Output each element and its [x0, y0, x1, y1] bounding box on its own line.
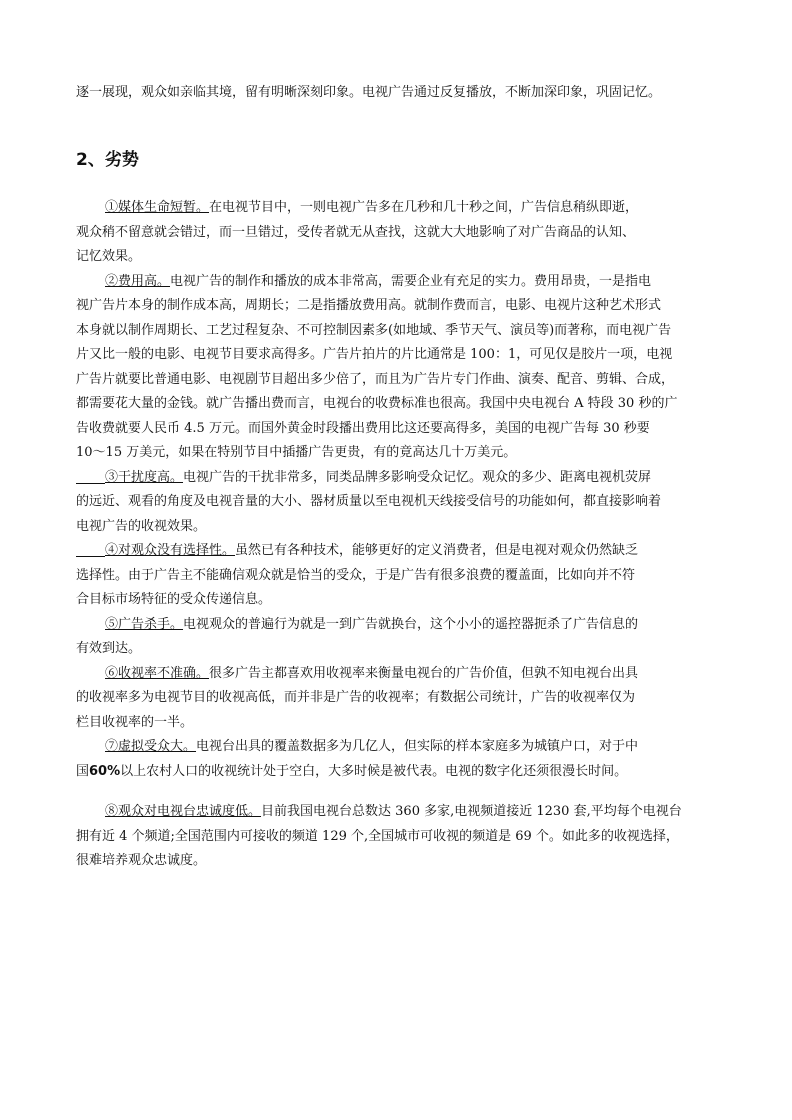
disadvantage-list [76, 196, 718, 874]
point-2-line-1: 电视广告的制作和播放的成本非常高，需要企业有充足的实力。费用昂贵，一是指电 [170, 273, 652, 289]
point-2-line-2: 视广告片本身的制作成本高，周期长；二是指播放费用高。就制作费而言，电影、电视片这种艺术形式 [76, 298, 662, 313]
point-6-line-2: 的收视率多为电视节目的收视高低，而并非是广告的收视率；有数据公司统计，广告的收视率仅为 [76, 690, 636, 705]
point-7-line-2-rest: 以上农村人口的收视统计处于空白，大多时候是被代表。电视的数字化还须很漫长时间。 [120, 763, 628, 779]
point-6-paragraph [76, 662, 718, 736]
point-7-line-1: 电视台出具的覆盖数据多为几亿人，但实际的样本家庭多为城镇户口，对于中 [196, 739, 639, 754]
point-5-line-2: 有效到达。 [76, 641, 142, 656]
point-1-line-2: 观众稍不留意就会错过，而一旦错过，受传者就无从查找，这就大大地影响了对广告商品的认知、 [76, 224, 636, 240]
point-8-line-3: 很难培养观众忠诚度。 [76, 853, 207, 868]
point-3-paragraph [76, 466, 718, 540]
point-5-title: ⑤广告杀手。 [105, 616, 184, 632]
point-3-line-3: 电视广告的收视效果。 [76, 518, 207, 534]
point-7-paragraph [76, 735, 718, 784]
point-6-line-3: 栏目收视率的一半。 [76, 714, 194, 730]
point-2-line-5: 广告片就要比普通电影、电视剧节目超出多少倍了，而且为广告片专门作曲、演奏、配音、剪辑、合成， [76, 371, 675, 387]
intro-paragraph: 逐一展现，观众如亲临其境，留有明晰深刻印象。电视广告通过反复播放，不断加深印象，巩固记忆。 [76, 85, 662, 100]
point-7-title: ⑦虚拟受众大。 [105, 739, 197, 754]
percent-value: 60% [89, 763, 121, 779]
point-5-paragraph [76, 613, 718, 662]
point-6-line-1: 很多广告主都喜欢用收视率来衡量电视台的广告价值，但孰不知电视台出具 [209, 665, 639, 681]
point-1-line-3: 记忆效果。 [76, 249, 142, 264]
point-8-title: ⑧观众对电视台忠诚度低。 [105, 804, 262, 819]
point-2-line-4: 片又比一般的电影、电视节目要求高得多。广告片拍片的片比通常是 100：1，可见仅是胶片一项，电视 [76, 347, 673, 362]
point-7-line-2-start: 国 [76, 763, 90, 779]
point-3-line-2: 的远近、观看的角度及电视音量的大小、器材质量以至电视机天线接受信号的功能如何，都直接影响着 [76, 494, 662, 509]
point-1-title: ①媒体生命短暂。 [105, 200, 210, 215]
point-2-title: ②费用高。 [105, 273, 171, 289]
point-4-paragraph [76, 539, 718, 613]
section-heading: 2、劣势 [76, 150, 139, 170]
leading-underline [76, 541, 105, 557]
point-2-line-3: 本身就以制作周期长、工艺过程复杂、不可控制因素多(如地域、季节天气、演员等)而著称，而电视广告 [76, 322, 672, 338]
point-1-paragraph [76, 196, 718, 270]
point-3-line-1: 电视广告的干扰非常多，同类品牌多影响受众记忆。观众的多少、距离电视机荧屏 [183, 469, 652, 485]
point-2-line-8: 10～15 万美元，如果在特别节目中插播广告更贵，有的竟高达几十万美元。 [76, 445, 517, 460]
point-4-line-2: 选择性。由于广告主不能确信观众就是恰当的受众，于是广告有很多浪费的覆盖面，比如向并不符 [76, 567, 636, 583]
point-2-paragraph [76, 270, 718, 466]
point-1-line-1: 在电视节目中，一则电视广告多在几秒和几十秒之间，广告信息稍纵即逝， [209, 200, 639, 215]
point-4-line-3: 合目标市场特征的受众传递信息。 [76, 592, 272, 607]
point-2-line-7: 告收费就要人民币 4.5 万元。而国外黄金时段播出费用比这还要高得多，美国的电视广告每 30 秒要 [76, 420, 650, 436]
point-6-title: ⑥收视率不准确。 [105, 665, 210, 681]
point-8-paragraph [76, 800, 718, 874]
point-8-line-2: 拥有近 4 个频道;全国范围内可接收的频道 129 个,全国城市可收视的频道是 69 个。如此多的收视选择， [76, 828, 679, 844]
point-8-line-1: 目前我国电视台总数达 360 多家,电视频道接近 1230 套,平均每个电视台 [261, 804, 682, 819]
point-3-title: ③干扰度高。 [105, 469, 184, 485]
point-2-line-6: 都需要花大量的金钱。就广告播出费而言，电视台的收费标准也很高。我国中央电视台 A 特段 30 秒的广 [76, 396, 678, 411]
leading-underline [76, 468, 105, 484]
point-4-line-1: 虽然已有各种技术，能够更好的定义消费者，但是电视对观众仍然缺乏 [235, 543, 639, 558]
point-5-line-1: 电视观众的普遍行为就是一到广告就换台，这个小小的遥控器扼杀了广告信息的 [183, 616, 639, 632]
paragraph-gap [76, 784, 718, 800]
point-4-title: ④对观众没有选择性。 [105, 543, 236, 558]
